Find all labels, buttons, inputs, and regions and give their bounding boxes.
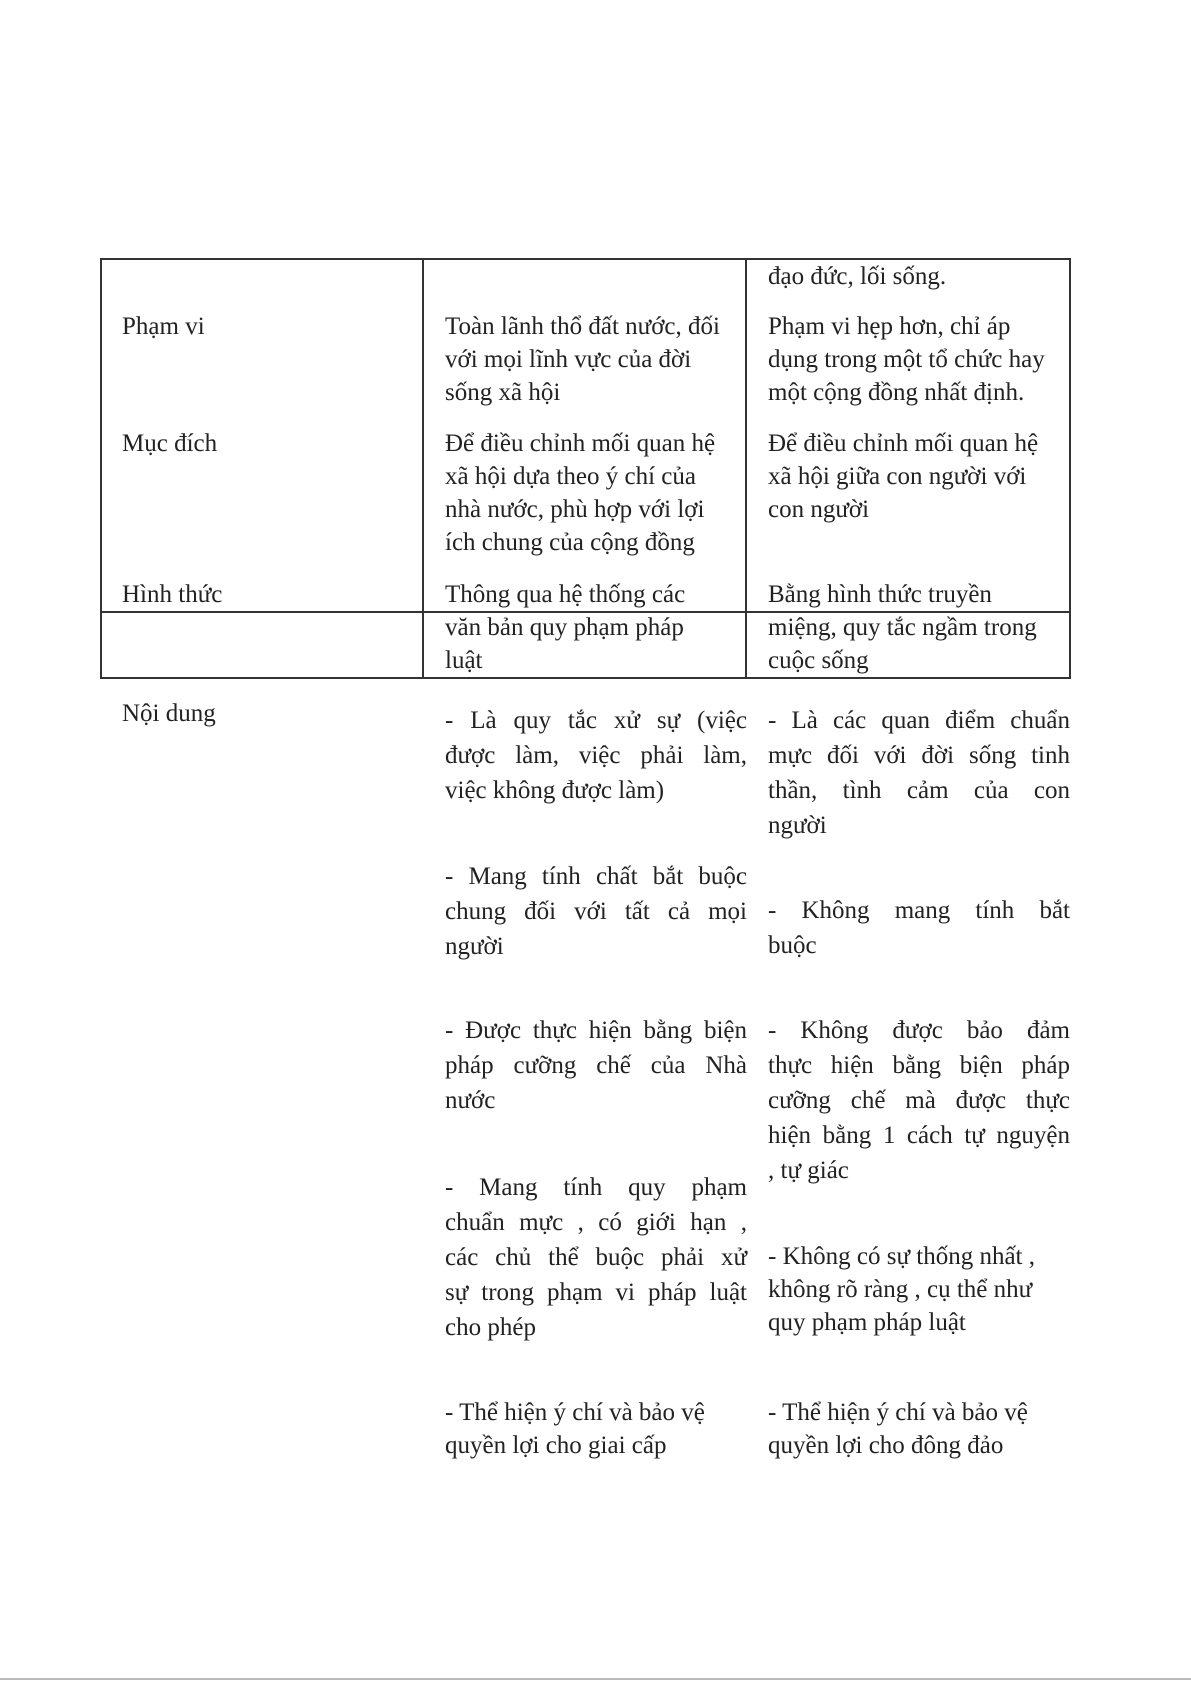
pham-vi-col2-line: với mọi lĩnh vực của đời	[445, 346, 692, 373]
table-right-border	[1069, 258, 1071, 679]
noi-dung-col3-item-4-line: - Không có sự thống nhất ,	[768, 1243, 1035, 1270]
hinh-thuc-col2-line: văn bản quy phạm pháp	[445, 614, 684, 641]
noi-dung-col3-item-5	[768, 1396, 1028, 1462]
muc-dich-col2-line: xã hội dựa theo ý chí của	[445, 463, 696, 490]
noi-dung-col2-item-3-line: - Được thực hiện bằng biện	[445, 1017, 747, 1044]
noi-dung-col2-item-4-line: - Mang tính quy phạm	[445, 1174, 747, 1201]
table-col-divider-2	[745, 258, 747, 679]
noi-dung-col2-item-1-line: - Là quy tắc xử sự (việc	[445, 707, 747, 734]
hinh-thuc-col3-line: miệng, quy tắc ngầm trong	[768, 614, 1037, 641]
pham-vi-col2-line: Toàn lãnh thổ đất nước, đối	[445, 313, 720, 340]
table-col-divider-1	[422, 258, 424, 679]
noi-dung-col3-item-1-line: mực đối với đời sống tinh	[768, 742, 1070, 769]
noi-dung-col2-item-2-line: chung đối với tất cả mọi	[445, 898, 747, 925]
pham-vi-col3-line: dụng trong một tổ chức hay	[768, 346, 1045, 373]
muc-dich-col2-line: Để điều chỉnh mối quan hệ	[445, 430, 716, 457]
hinh-thuc-col2-line: luật	[445, 647, 483, 674]
noi-dung-col2-item-1-line: được làm, việc phải làm,	[445, 742, 747, 769]
noi-dung-col3-item-5-line: - Thể hiện ý chí và bảo vệ	[768, 1399, 1028, 1426]
muc-dich-col3-line: Để điều chỉnh mối quan hệ	[768, 430, 1039, 457]
scan-edge-line	[0, 1678, 1191, 1680]
noi-dung-col2-item-4-line: các chủ thể buộc phải xử	[445, 1244, 747, 1271]
noi-dung-col3-item-1-line: thần, tình cảm của con	[768, 777, 1070, 804]
noi-dung-col3-item-3-line: cưỡng chế mà được thực	[768, 1087, 1070, 1114]
table-bottom-border	[100, 677, 1071, 679]
noi-dung-col3-item-2-line: - Không mang tính bắt	[768, 897, 1070, 924]
noi-dung-col2-item-2	[445, 859, 747, 964]
noi-dung-col3-item-3-line: hiện bằng 1 cách tự nguyện	[768, 1122, 1070, 1149]
row-label-noi-dung: Nội dung	[122, 700, 216, 727]
muc-dich-col3-line: con người	[768, 496, 870, 523]
pham-vi-col3	[768, 310, 1045, 409]
noi-dung-col3-item-4	[768, 1240, 1035, 1339]
noi-dung-col2-item-4-line: sự trong phạm vi pháp luật	[445, 1279, 747, 1306]
noi-dung-col3-item-3-line: , tự giác	[768, 1157, 849, 1184]
noi-dung-col3-item-5-line: quyền lợi cho đông đảo	[768, 1432, 1004, 1459]
noi-dung-col2-item-5-line: quyền lợi cho giai cấp	[445, 1432, 667, 1459]
muc-dich-col3	[768, 427, 1038, 526]
hinh-thuc-col3-line: Bằng hình thức truyền	[768, 581, 992, 608]
noi-dung-col2-item-1-line: việc không được làm)	[445, 777, 665, 804]
continuation-col3-line-1: đạo đức, lối sống.	[768, 263, 947, 290]
row-label-pham-vi: Phạm vi	[122, 313, 205, 340]
noi-dung-col2-item-4	[445, 1170, 747, 1345]
row-label-hinh-thuc: Hình thức	[122, 581, 223, 608]
noi-dung-col2-item-3-line: nước	[445, 1087, 496, 1114]
row-label-muc-dich: Mục đích	[122, 430, 218, 457]
noi-dung-col2-item-3	[445, 1013, 747, 1118]
noi-dung-col3-item-4-line: không rõ ràng , cụ thể như	[768, 1276, 1033, 1303]
pham-vi-col3-line: Phạm vi hẹp hơn, chỉ áp	[768, 313, 1011, 340]
muc-dich-col2-line: ích chung của cộng đồng	[445, 529, 695, 556]
noi-dung-col3-item-1-line: người	[768, 812, 827, 839]
muc-dich-col3-line: xã hội giữa con người với	[768, 463, 1027, 490]
muc-dich-col2	[445, 427, 715, 559]
hinh-thuc-col3-line: cuộc sống	[768, 647, 869, 674]
noi-dung-col2-item-3-line: pháp cưỡng chế của Nhà	[445, 1052, 747, 1079]
table-left-border	[100, 258, 102, 679]
noi-dung-col2-item-5-line: - Thể hiện ý chí và bảo vệ	[445, 1399, 705, 1426]
noi-dung-col2-item-5	[445, 1396, 705, 1462]
noi-dung-col3-item-4-line: quy phạm pháp luật	[768, 1309, 966, 1336]
noi-dung-col2-item-2-line: người	[445, 933, 504, 960]
noi-dung-col3-item-2	[768, 893, 1070, 963]
pham-vi-col2-line: sống xã hội	[445, 379, 561, 406]
noi-dung-col3-item-3-line: - Không được bảo đảm	[768, 1017, 1070, 1044]
noi-dung-col3-item-3	[768, 1013, 1070, 1188]
noi-dung-col3-item-2-line: buộc	[768, 932, 817, 959]
hinh-thuc-col3	[768, 578, 1037, 677]
pham-vi-col3-line: một cộng đồng nhất định.	[768, 379, 1025, 406]
pham-vi-col2	[445, 310, 720, 409]
hinh-thuc-col2	[445, 578, 685, 677]
muc-dich-col2-line: nhà nước, phù hợp với lợi	[445, 496, 705, 523]
noi-dung-col3-item-1	[768, 703, 1070, 843]
noi-dung-col2-item-1	[445, 703, 747, 808]
hinh-thuc-col2-line: Thông qua hệ thống các	[445, 581, 686, 608]
noi-dung-col2-item-4-line: chuẩn mực , có giới hạn ,	[445, 1209, 747, 1236]
noi-dung-col3-item-1-line: - Là các quan điểm chuẩn	[768, 707, 1070, 734]
noi-dung-col3-item-3-line: thực hiện bằng biện pháp	[768, 1052, 1070, 1079]
noi-dung-col2-item-2-line: - Mang tính chất bắt buộc	[445, 863, 747, 890]
noi-dung-col2-item-4-line: cho phép	[445, 1314, 536, 1341]
